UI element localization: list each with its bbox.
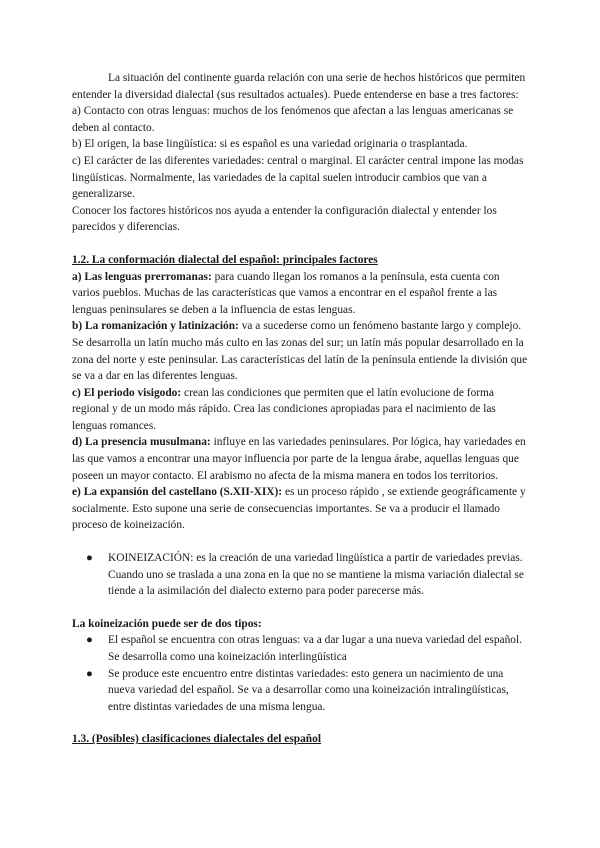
list-item [72, 666, 528, 716]
factor-a: a) Contacto con otras lenguas: muchos de los fenómenos que afectan a las lenguas americanas se deben al contacto. [72, 105, 514, 134]
factor-item [72, 385, 528, 435]
type-text: El español se encuentra con otras lenguas: va a dar lugar a una nueva variedad del español. Se desarrolla como una koineización interlingüística [108, 634, 523, 663]
bullet-icon: ● [86, 667, 93, 680]
type-text: Se produce este encuentro entre distintas variedades: esto genera un nacimiento de una nueva variedad del español. Se va a desarrollar como una koineización intralingüísticas, entre distintas variedades de una misma lengua. [108, 667, 509, 713]
intro-paragraph: La situación del continente guarda relación con una serie de hechos históricos que permiten entender la diversidad dialectal (sus resultados actuales). Puede entenderse en base a tres factores: [72, 72, 526, 101]
factor-label: a) Las lenguas prerromanas: [72, 270, 212, 283]
factor-item [72, 318, 528, 384]
bullet-icon: ● [86, 634, 93, 647]
factor-text: crean las condiciones que permiten que el latín evolucione de forma regional y de un modo más rápido. Crea las condiciones apropiadas para el nacimiento de las lenguas romances. [72, 386, 496, 432]
bullet-icon: ● [86, 552, 93, 565]
factor-label: d) La presencia musulmana: [72, 436, 211, 449]
factor-text: influye en las variedades peninsulares. Por lógica, hay variedades en las que vamos a encontrar una mayor influencia por parte de la lengua árabe, aquellas lenguas que poseen un mayor contacto. El arabismo no afecta de la misma manera en todos los territorios. [72, 436, 526, 482]
koine-definition: KOINEIZACIÓN: es la creación de una variedad lingüística a partir de variedades previas. Cuando uno se traslada a una zona en la que no se mantiene la misma variación dialectal se tiende a la asimilación del dialecto externo para poder parecerse más. [108, 552, 524, 598]
types-list [72, 632, 528, 715]
koine-list [72, 550, 528, 600]
document-page [72, 70, 528, 748]
section-heading-1-2: 1.2. La conformación dialectal del español: principales factores [72, 253, 378, 266]
list-item [72, 550, 528, 600]
section-heading-1-3: 1.3. (Posibles) clasificaciones dialectales del español [72, 733, 321, 746]
factor-c: c) El carácter de las diferentes variedades: central o marginal. El carácter central impone las modas lingüísticas. Normalmente, las variedades de la capital suelen introducir cambios que van a generalizarse. [72, 154, 524, 201]
list-item [72, 632, 528, 665]
factor-label: b) La romanización y latinización: [72, 320, 239, 333]
factor-text: para cuando llegan los romanos a la península, esta cuenta con varios pueblos. Muchas de las características que vamos a encontrar en el español frente a las lenguas peninsulares se deben a la influencia de estas lenguas. [72, 270, 500, 316]
factor-text: es un proceso rápido , se extiende geográficamente y socialmente. Esto supone una serie de consecuencias importantes. Se va a producir el llamado proceso de koineización. [72, 486, 526, 532]
factor-item [72, 269, 528, 319]
factor-item [72, 484, 528, 534]
types-heading: La koineización puede ser de dos tipos: [72, 617, 262, 630]
intro-conclusion: Conocer los factores históricos nos ayuda a entender la configuración dialectal y entender los parecidos y diferencias. [72, 204, 497, 234]
factor-item [72, 434, 528, 484]
factor-text: va a sucederse como un fenómeno bastante largo y complejo. Se desarrolla un latín mucho más culto en las zonas del sur; un latín más popular desarrollado en la zona del norte y este peninsular. Las características del latín de la península entiende la división que se va a dar en las diferentes lenguas. [72, 320, 528, 383]
factor-label: c) El periodo visigodo: [72, 386, 182, 399]
factor-label: e) La expansión del castellano (S.XII-XIX): [72, 486, 283, 499]
factor-b: b) El origen, la base lingüística: si es español es una variedad originaria o trasplantada. [72, 138, 468, 151]
